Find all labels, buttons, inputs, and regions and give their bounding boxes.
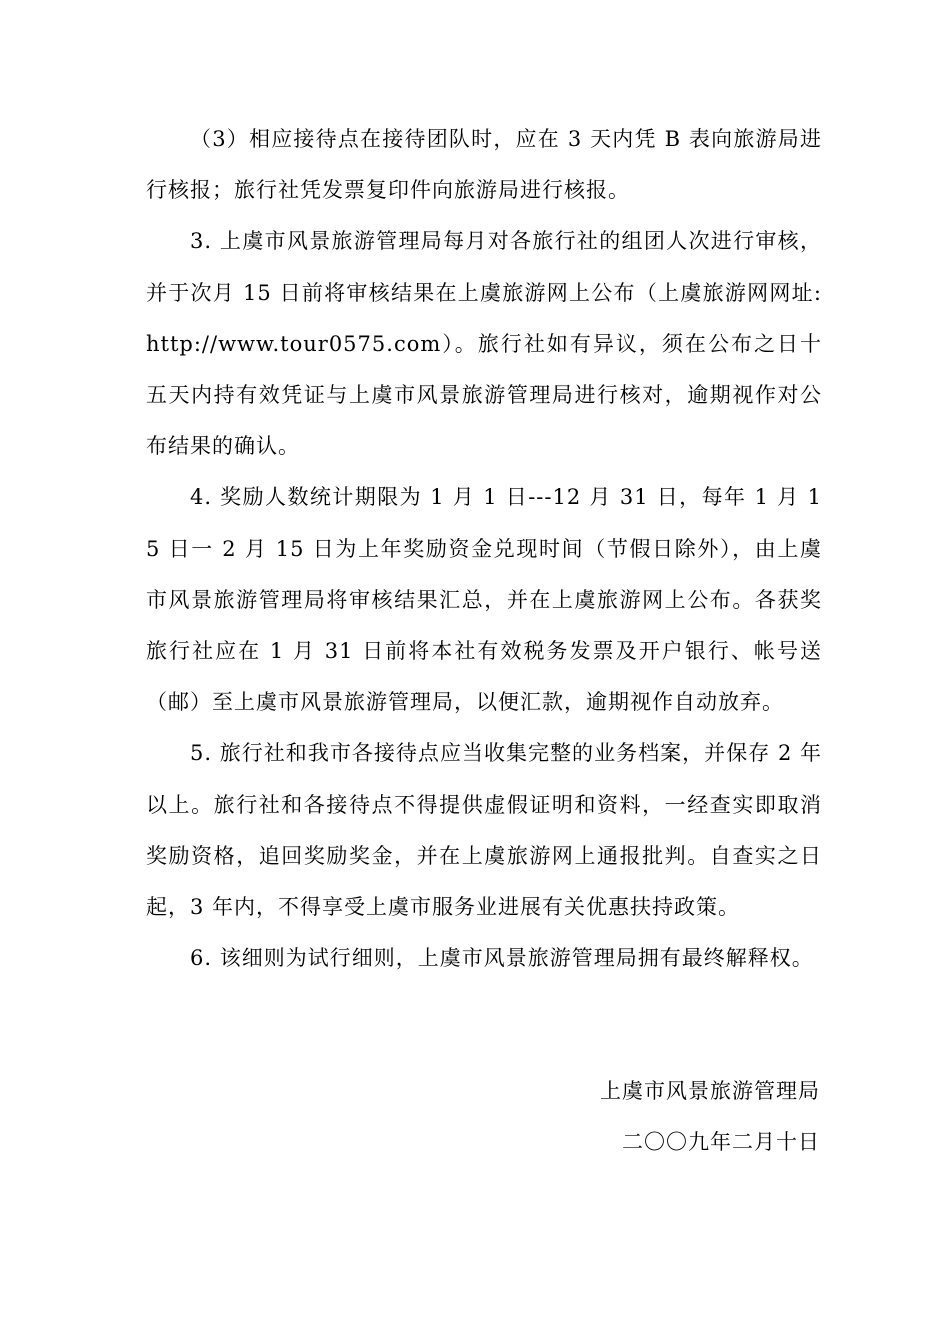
paragraph-item-5: 5. 旅行社和我市各接待点应当收集完整的业务档案，并保存 2 年以上。旅行社和各接待点不得提供虚假证明和资料，一经查实即取消奖励资格，追回奖励奖金，并在上虞旅游网上通报批判。自查实之日起，3 年内，不得享受上虞市服务业进展有关优惠扶持政策。 [146,741,822,920]
signature-block [600,1066,820,1168]
signature-organization: 上虞市风景旅游管理局 [600,1079,820,1103]
paragraph-item-3: 3. 上虞市风景旅游管理局每月对各旅行社的组团人次进行审核，并于次月 15 日前将审核结果在上虞旅游网上公布（上虞旅游网网址: http://www.tour0575.com）。旅行社如有异议，须在公布之日十五天内持有效凭证与上虞市风景旅游管理局进行核对，逾期视作对公布结果的确认。 [146,229,830,459]
paragraph-item-4: 4. 奖励人数统计期限为 1 月 1 日---12 月 31 日，每年 1 月 15 日一 2 月 15 日为上年奖励资金兑现时间（节假日除外），由上虞市风景旅游管理局将审核结果汇总，并在上虞旅游网上公布。各获奖旅行社应在 1 月 31 日前将本社有效税务发票及开户银行、帐号送（邮）至上虞市风景旅游管理局，以便汇款，逾期视作自动放弃。 [146,485,822,715]
paragraph-item-6: 6. 该细则为试行细则，上虞市风景旅游管理局拥有最终解释权。 [190,946,814,971]
document-body [146,114,830,984]
signature-date: 二〇〇九年二月十日 [622,1130,820,1154]
paragraph-3-verification: （3）相应接待点在接待团队时，应在 3 天内凭 B 表向旅游局进行核报；旅行社凭发票复印件向旅游局进行核报。 [146,127,822,203]
